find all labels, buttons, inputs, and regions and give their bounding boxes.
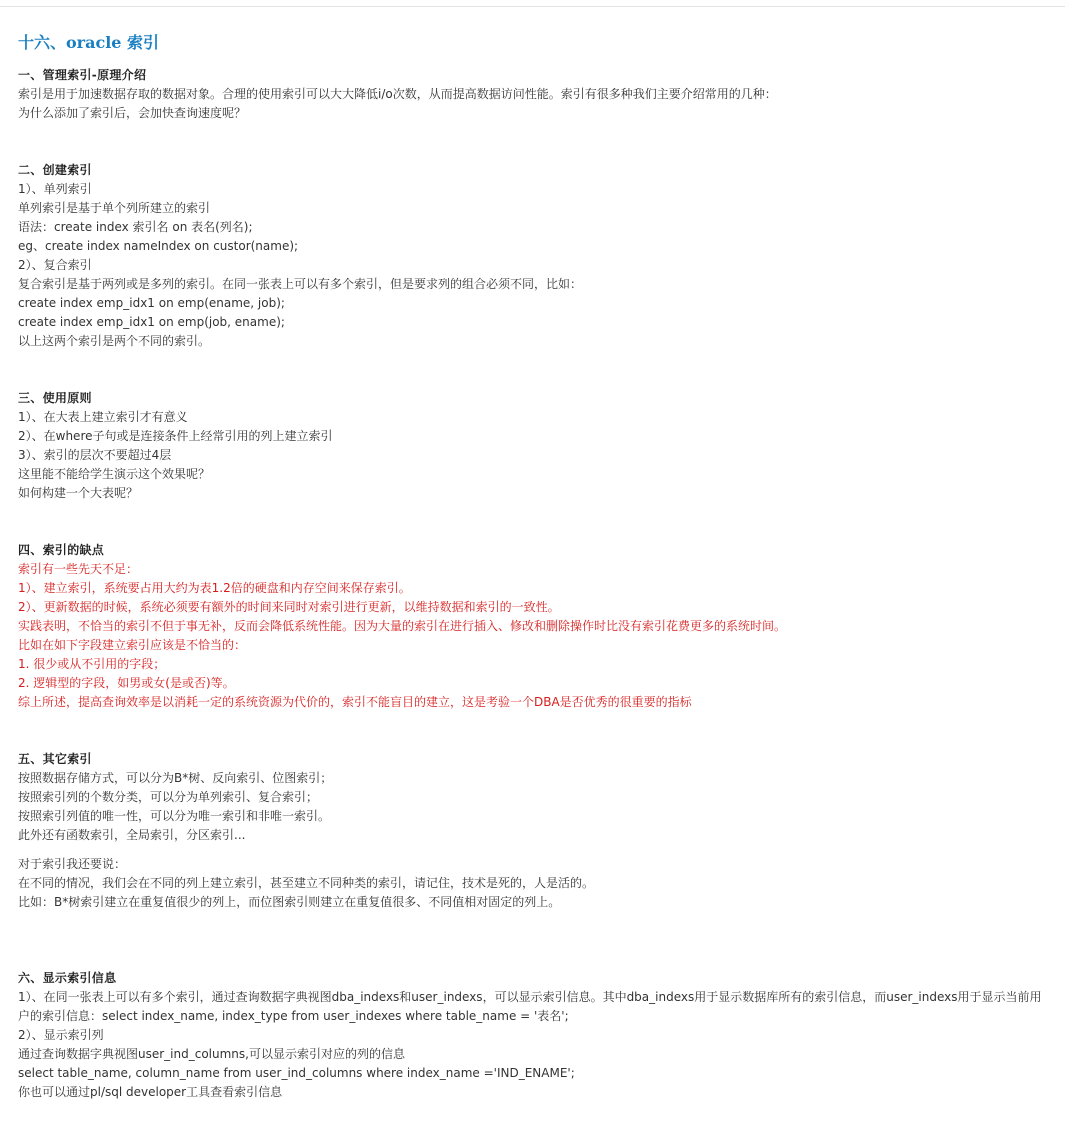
paragraph-line: 索引是用于加速数据存取的数据对象。合理的使用索引可以大大降低i/o次数，从而提高数据访问性能。索引有很多种我们主要介绍常用的几种：	[18, 87, 777, 101]
paragraph-line: 在不同的情况，我们会在不同的列上建立索引，甚至建立不同种类的索引，请记住，技术是死的，人是活的。	[18, 876, 595, 890]
section-heading: 二、创建索引	[18, 163, 92, 177]
section-heading: 五、其它索引	[18, 752, 92, 766]
paragraph-line: 语法：create index 索引名 on 表名(列名);	[18, 220, 253, 234]
section-3	[18, 389, 1058, 503]
code-line: select table_name, column_name from user_ind_columns where index_name ='IND_ENAME';	[18, 1066, 575, 1080]
page-title: 十六、oracle 索引	[18, 33, 160, 52]
paragraph-line: eg、create index nameIndex on custor(name);	[18, 239, 299, 253]
paragraph-line: 这里能不能给学生演示这个效果呢？	[18, 467, 211, 481]
paragraph-line: 1）、在大表上建立索引才有意义	[18, 410, 188, 424]
paragraph-line: 对于索引我还要说：	[18, 857, 127, 871]
section-heading: 六、显示索引信息	[18, 971, 117, 985]
highlight-line: 综上所述，提高查询效率是以消耗一定的系统资源为代价的，索引不能盲目的建立，这是考验一个DBA是否优秀的很重要的指标	[18, 695, 692, 709]
paragraph-line: 2）、在where子句或是连接条件上经常引用的列上建立索引	[18, 429, 333, 443]
top-divider	[0, 0, 1065, 7]
paragraph-line: 此外还有函数索引，全局索引，分区索引...	[18, 828, 246, 842]
paragraph-line: 复合索引是基于两列或是多列的索引。在同一张表上可以有多个索引，但是要求列的组合必须不同，比如：	[18, 277, 583, 291]
highlight-line: 1）、建立索引，系统要占用大约为表1.2倍的硬盘和内存空间来保存索引。	[18, 581, 411, 595]
paragraph-line: 通过查询数据字典视图user_ind_columns,可以显示索引对应的列的信息	[18, 1047, 405, 1061]
highlight-line: 2. 逻辑型的字段，如男或女(是或否)等。	[18, 676, 235, 690]
paragraph-line: 单列索引是基于单个列所建立的索引	[18, 201, 211, 215]
paragraph-line: 1）、在同一张表上可以有多个索引，通过查询数据字典视图dba_indexs和user_indexs，可以显示索引信息。其中dba_indexs用于显示数据库所有的索引信息，而user_indexs用于显示当前用户的索引信息：select index_name, index_type from user_indexes where table_name = '表名';	[18, 990, 1042, 1023]
article-body	[18, 32, 1058, 1102]
section-4	[18, 541, 1058, 712]
highlight-line: 2）、更新数据的时候，系统必须要有额外的时间来同时对索引进行更新，以维持数据和索引的一致性。	[18, 600, 560, 614]
paragraph-line: 为什么添加了索引后，会加快查询速度呢？	[18, 106, 247, 120]
section-2	[18, 161, 1058, 351]
paragraph-line: 2）、显示索引列	[18, 1028, 104, 1042]
paragraph-line: 1）、单列索引	[18, 182, 92, 196]
paragraph-line: 3）、索引的层次不要超过4层	[18, 448, 172, 462]
highlight-line: 1. 很少或从不引用的字段；	[18, 657, 166, 671]
paragraph-line: 如何构建一个大表呢？	[18, 486, 139, 500]
section-5	[18, 750, 1058, 912]
paragraph-line: 按照数据存储方式，可以分为B*树、反向索引、位图索引；	[18, 771, 333, 785]
section-6	[18, 969, 1058, 1102]
highlight-line: 实践表明，不恰当的索引不但于事无补，反而会降低系统性能。因为大量的索引在进行插入、修改和删除操作时比没有索引花费更多的系统时间。	[18, 619, 787, 633]
paragraph-line: 比如：B*树索引建立在重复值很少的列上，而位图索引则建立在重复值很多、不同值相对固定的列上。	[18, 895, 561, 909]
section-heading: 四、索引的缺点	[18, 543, 105, 557]
paragraph-line: 以上这两个索引是两个不同的索引。	[18, 334, 211, 348]
code-line: create index emp_idx1 on emp(job, ename);	[18, 315, 285, 329]
paragraph-line: 2）、复合索引	[18, 258, 92, 272]
section-heading: 三、使用原则	[18, 391, 92, 405]
paragraph-line: 按照索引列的个数分类，可以分为单列索引、复合索引；	[18, 790, 319, 804]
section-heading: 一、管理索引-原理介绍	[18, 68, 147, 82]
highlight-line: 索引有一些先天不足：	[18, 562, 139, 576]
highlight-line: 比如在如下字段建立索引应该是不恰当的：	[18, 638, 247, 652]
code-line: create index emp_idx1 on emp(ename, job);	[18, 296, 285, 310]
paragraph-line: 按照索引列值的唯一性，可以分为唯一索引和非唯一索引。	[18, 809, 331, 823]
paragraph-line: 你也可以通过pl/sql developer工具查看索引信息	[18, 1085, 283, 1099]
section-1	[18, 66, 1058, 123]
